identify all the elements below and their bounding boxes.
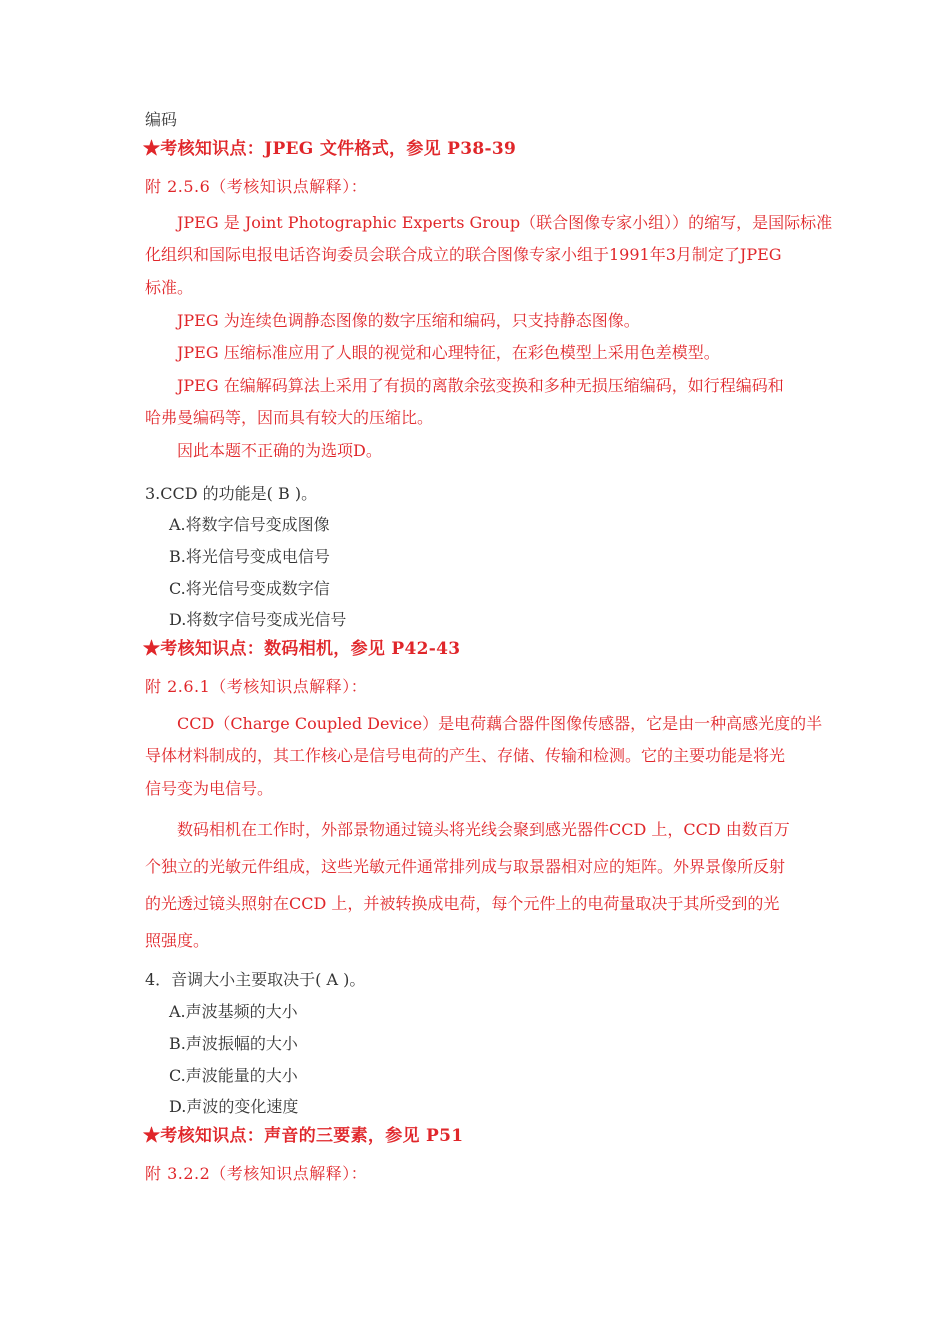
explanation-line: JPEG 是 Joint Photographic Experts Group（联合图像专家小组））的缩写，是国际标准 [177, 213, 833, 232]
explanation-line: 数码相机在工作时，外部景物通过镜头将光线会聚到感光器件CCD 上，CCD 由数百万 [177, 820, 790, 839]
appendix-heading-2-6-1: 附 2.6.1（考核知识点解释）： [145, 677, 368, 696]
explanation-line: 导体材料制成的，其工作核心是信号电荷的产生、存储、传输和检测。它的主要功能是将光 [145, 746, 786, 765]
explanation-line: 的光透过镜头照射在CCD 上，并被转换成电荷，每个元件上的电荷量取决于其所受到的光 [145, 894, 780, 913]
option-b: B.将光信号变成电信号 [169, 547, 330, 566]
option-a: A.将数字信号变成图像 [169, 515, 330, 534]
text-line-encoding: 编码 [145, 110, 178, 129]
explanation-line: 因此本题不正确的为选项D。 [177, 441, 382, 460]
option-d: D.将数字信号变成光信号 [169, 610, 347, 629]
explanation-line: JPEG 压缩标准应用了人眼的视觉和心理特征，在彩色模型上采用色差模型。 [177, 343, 720, 362]
explanation-line: 标准。 [145, 278, 194, 297]
knowledge-point-heading-jpeg: ★考核知识点：JPEG 文件格式，参见 P38-39 [143, 139, 517, 159]
explanation-line: 信号变为电信号。 [145, 779, 274, 798]
explanation-line: 化组织和国际电报电话咨询委员会联合成立的联合图像专家小组于1991年3月制定了JPEG [145, 245, 782, 264]
explanation-line: JPEG 在编解码算法上采用了有损的离散余弦变换和多种无损压缩编码，如行程编码和 [177, 376, 784, 395]
explanation-line: 哈弗曼编码等，因而具有较大的压缩比。 [145, 408, 434, 427]
option-a: A.声波基频的大小 [169, 1002, 298, 1021]
explanation-line: CCD（Charge Coupled Device）是电荷藕合器件图像传感器，它是由一种高感光度的半 [177, 714, 823, 733]
knowledge-point-heading-camera: ★考核知识点：数码相机，参见 P42-43 [143, 639, 461, 659]
option-b: B.声波振幅的大小 [169, 1034, 298, 1053]
option-c: C.将光信号变成数字信 [169, 579, 330, 598]
explanation-line: 个独立的光敏元件组成，这些光敏元件通常排列成与取景器相对应的矩阵。外界景像所反射 [145, 857, 786, 876]
explanation-line: JPEG 为连续色调静态图像的数字压缩和编码，只支持静态图像。 [177, 311, 640, 330]
question-3: 3.CCD 的功能是( B )。 [145, 484, 318, 503]
option-d: D.声波的变化速度 [169, 1097, 299, 1116]
option-c: C.声波能量的大小 [169, 1066, 298, 1085]
appendix-heading-2-5-6: 附 2.5.6（考核知识点解释）： [145, 177, 368, 196]
explanation-line: 照强度。 [145, 931, 210, 950]
question-4: 4．音调大小主要取决于( A )。 [145, 970, 366, 989]
appendix-heading-3-2-2: 附 3.2.2（考核知识点解释）： [145, 1164, 368, 1183]
knowledge-point-heading-sound: ★考核知识点：声音的三要素，参见 P51 [143, 1126, 464, 1146]
